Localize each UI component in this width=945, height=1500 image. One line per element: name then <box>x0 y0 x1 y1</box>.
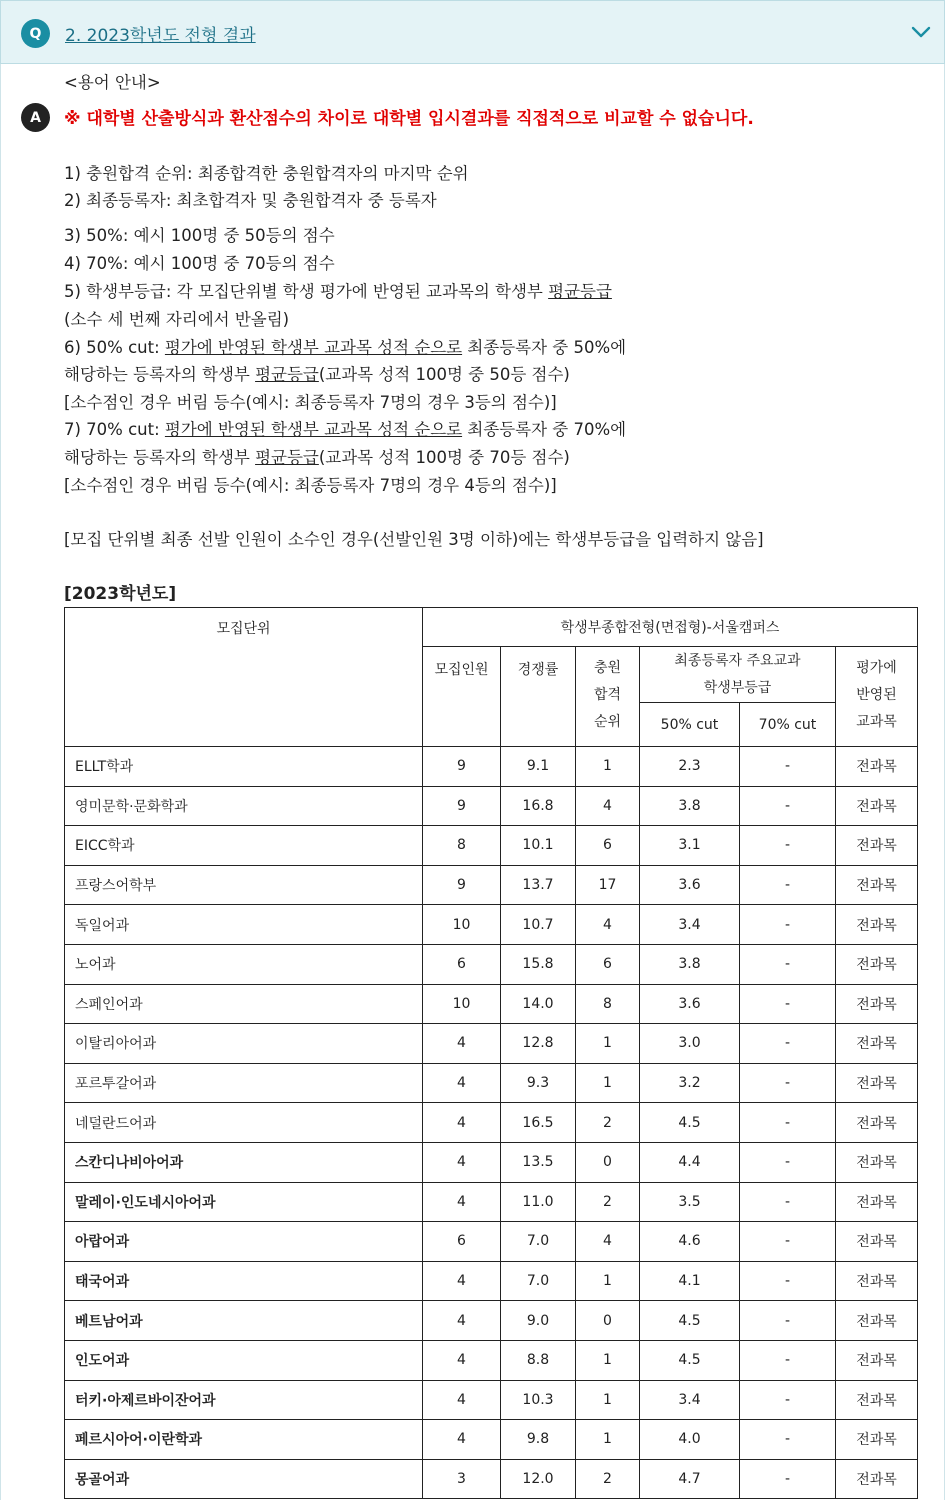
cell-quota: 6 <box>423 1222 501 1262</box>
cell-unit: 영미문학·문화학과 <box>65 786 423 826</box>
cell-subj: 전과목 <box>836 1340 918 1380</box>
cell-cut70: - <box>740 1103 836 1143</box>
header-cut50: 50% cut <box>640 703 740 747</box>
header-quota: 모집인원 <box>423 647 501 747</box>
cell-cut70: - <box>740 905 836 945</box>
cell-ratio: 7.0 <box>501 1261 576 1301</box>
cell-rank: 1 <box>576 1261 640 1301</box>
cell-cut70: - <box>740 1420 836 1460</box>
cell-rank: 6 <box>576 944 640 984</box>
term-7-line2: 해당하는 등록자의 학생부 평균등급(교과목 성적 100명 중 70등 점수) <box>64 448 570 467</box>
cell-rank: 0 <box>576 1301 640 1341</box>
cell-cut50: 3.5 <box>640 1182 740 1222</box>
cell-cut50: 3.6 <box>640 984 740 1024</box>
table-row <box>65 984 918 1024</box>
cell-cut70: - <box>740 1222 836 1262</box>
cell-subj: 전과목 <box>836 826 918 866</box>
cell-subj: 전과목 <box>836 1142 918 1182</box>
cell-subj: 전과목 <box>836 786 918 826</box>
selection-note: [모집 단위별 최종 선발 인원이 소수인 경우(선발인원 3명 이하)에는 학생부등급을 입력하지 않음] <box>64 530 764 549</box>
table-row <box>65 1459 918 1499</box>
cell-cut70: - <box>740 826 836 866</box>
question-header[interactable] <box>0 0 945 64</box>
term-4: 4) 70%: 예시 100명 중 70등의 점수 <box>64 254 335 273</box>
table-row <box>65 944 918 984</box>
cell-cut50: 3.8 <box>640 944 740 984</box>
cell-cut50: 4.6 <box>640 1222 740 1262</box>
cell-rank: 4 <box>576 786 640 826</box>
cell-ratio: 13.7 <box>501 865 576 905</box>
question-title-link[interactable]: 2. 2023학년도 전형 결과 <box>65 26 256 46</box>
cell-subj: 전과목 <box>836 1261 918 1301</box>
cell-cut50: 4.5 <box>640 1103 740 1143</box>
cell-rank: 2 <box>576 1459 640 1499</box>
cell-cut70: - <box>740 1182 836 1222</box>
cell-unit: 말레이·인도네시아어과 <box>65 1182 423 1222</box>
table-row <box>65 1380 918 1420</box>
cell-ratio: 10.1 <box>501 826 576 866</box>
cell-rank: 6 <box>576 826 640 866</box>
cell-unit: EICC학과 <box>65 826 423 866</box>
cell-cut70: - <box>740 1063 836 1103</box>
cell-subj: 전과목 <box>836 1182 918 1222</box>
guide-label: <용어 안내> <box>64 73 161 92</box>
cell-subj: 전과목 <box>836 905 918 945</box>
header-subject: 평가에 반영된 교과목 <box>836 647 918 747</box>
cell-subj: 전과목 <box>836 1301 918 1341</box>
header-unit: 모집단위 <box>65 608 423 747</box>
cell-quota: 9 <box>423 786 501 826</box>
cell-unit: 포르투갈어과 <box>65 1063 423 1103</box>
cell-rank: 2 <box>576 1103 640 1143</box>
year-heading: [2023학년도] <box>64 584 177 604</box>
cell-cut50: 4.4 <box>640 1142 740 1182</box>
cell-subj: 전과목 <box>836 944 918 984</box>
cell-cut70: - <box>740 984 836 1024</box>
header-cut70: 70% cut <box>740 703 836 747</box>
table-row <box>65 747 918 787</box>
table-row <box>65 1024 918 1064</box>
cell-rank: 1 <box>576 1420 640 1460</box>
cell-cut70: - <box>740 1459 836 1499</box>
cell-cut50: 3.6 <box>640 865 740 905</box>
cell-unit: 베트남어과 <box>65 1301 423 1341</box>
cell-cut50: 4.5 <box>640 1301 740 1341</box>
cell-ratio: 14.0 <box>501 984 576 1024</box>
term-5: 5) 학생부등급: 각 모집단위별 학생 평가에 반영된 교과목의 학생부 평균등급 <box>64 282 612 301</box>
cell-cut70: - <box>740 1261 836 1301</box>
cell-unit: 네덜란드어과 <box>65 1103 423 1143</box>
cell-quota: 3 <box>423 1459 501 1499</box>
cell-quota: 4 <box>423 1103 501 1143</box>
cell-unit: 터키·아제르바이잔어과 <box>65 1380 423 1420</box>
cell-rank: 17 <box>576 865 640 905</box>
cell-cut50: 4.5 <box>640 1340 740 1380</box>
cell-ratio: 16.8 <box>501 786 576 826</box>
cell-cut50: 4.0 <box>640 1420 740 1460</box>
cell-subj: 전과목 <box>836 1024 918 1064</box>
table-row <box>65 786 918 826</box>
cell-quota: 10 <box>423 905 501 945</box>
cell-cut70: - <box>740 1142 836 1182</box>
cell-cut50: 3.8 <box>640 786 740 826</box>
cell-quota: 4 <box>423 1261 501 1301</box>
cell-quota: 4 <box>423 1182 501 1222</box>
table-row <box>65 1142 918 1182</box>
header-track: 학생부종합전형(면접형)-서울캠퍼스 <box>423 608 918 647</box>
warning-text: ※ 대학별 산출방식과 환산점수의 차이로 대학별 입시결과를 직접적으로 비교할 수 없습니다. <box>64 109 754 129</box>
cell-cut70: - <box>740 1380 836 1420</box>
cell-rank: 1 <box>576 1024 640 1064</box>
cell-ratio: 9.0 <box>501 1301 576 1341</box>
cell-rank: 4 <box>576 905 640 945</box>
cell-cut70: - <box>740 1024 836 1064</box>
cell-unit: 페르시아어·이란학과 <box>65 1420 423 1460</box>
table-row <box>65 1103 918 1143</box>
cell-unit: 노어과 <box>65 944 423 984</box>
cell-unit: 프랑스어학부 <box>65 865 423 905</box>
cell-quota: 6 <box>423 944 501 984</box>
cell-subj: 전과목 <box>836 1222 918 1262</box>
cell-ratio: 8.8 <box>501 1340 576 1380</box>
cell-quota: 8 <box>423 826 501 866</box>
cell-cut50: 2.3 <box>640 747 740 787</box>
cell-quota: 4 <box>423 1420 501 1460</box>
table-row <box>65 1301 918 1341</box>
cell-subj: 전과목 <box>836 984 918 1024</box>
cell-subj: 전과목 <box>836 1420 918 1460</box>
header-ratio: 경쟁률 <box>501 647 576 747</box>
cell-cut70: - <box>740 865 836 905</box>
cell-ratio: 13.5 <box>501 1142 576 1182</box>
cell-quota: 4 <box>423 1024 501 1064</box>
term-6-line3: [소수점인 경우 버림 등수(예시: 최종등록자 7명의 경우 3등의 점수)] <box>64 393 557 412</box>
term-2: 2) 최종등록자: 최초합격자 및 충원합격자 중 등록자 <box>64 191 437 210</box>
cell-unit: 이탈리아어과 <box>65 1024 423 1064</box>
cell-cut50: 4.7 <box>640 1459 740 1499</box>
header-rank: 충원 합격 순위 <box>576 647 640 747</box>
cell-unit: 독일어과 <box>65 905 423 945</box>
cell-subj: 전과목 <box>836 865 918 905</box>
cell-unit: 태국어과 <box>65 1261 423 1301</box>
table-row <box>65 1261 918 1301</box>
cell-subj: 전과목 <box>836 1063 918 1103</box>
header-grade: 최종등록자 주요교과 학생부등급 <box>640 647 836 703</box>
table-row <box>65 1182 918 1222</box>
term-6-line2: 해당하는 등록자의 학생부 평균등급(교과목 성적 100명 중 50등 점수) <box>64 365 570 384</box>
cell-ratio: 9.3 <box>501 1063 576 1103</box>
cell-subj: 전과목 <box>836 1459 918 1499</box>
cell-quota: 9 <box>423 865 501 905</box>
cell-quota: 10 <box>423 984 501 1024</box>
cell-ratio: 10.7 <box>501 905 576 945</box>
cell-unit: 몽골어과 <box>65 1459 423 1499</box>
cell-unit: 아랍어과 <box>65 1222 423 1262</box>
table-row <box>65 1340 918 1380</box>
cell-cut50: 3.1 <box>640 826 740 866</box>
cell-ratio: 9.8 <box>501 1420 576 1460</box>
cell-cut70: - <box>740 747 836 787</box>
cell-quota: 9 <box>423 747 501 787</box>
cell-quota: 4 <box>423 1142 501 1182</box>
term-1: 1) 충원합격 순위: 최종합격한 충원합격자의 마지막 순위 <box>64 164 469 183</box>
cell-subj: 전과목 <box>836 747 918 787</box>
term-3: 3) 50%: 예시 100명 중 50등의 점수 <box>64 226 335 245</box>
cell-rank: 1 <box>576 747 640 787</box>
cell-ratio: 9.1 <box>501 747 576 787</box>
table-row <box>65 1222 918 1262</box>
cell-cut70: - <box>740 1340 836 1380</box>
cell-ratio: 7.0 <box>501 1222 576 1262</box>
cell-cut50: 3.0 <box>640 1024 740 1064</box>
cell-subj: 전과목 <box>836 1103 918 1143</box>
table-row <box>65 826 918 866</box>
term-7-line3: [소수점인 경우 버림 등수(예시: 최종등록자 7명의 경우 4등의 점수)] <box>64 476 557 495</box>
cell-quota: 4 <box>423 1301 501 1341</box>
a-badge: A <box>21 103 50 132</box>
cell-rank: 8 <box>576 984 640 1024</box>
cell-rank: 0 <box>576 1142 640 1182</box>
cell-unit: 인도어과 <box>65 1340 423 1380</box>
cell-subj: 전과목 <box>836 1380 918 1420</box>
table-row <box>65 905 918 945</box>
chevron-down-icon[interactable] <box>910 21 932 43</box>
cell-unit: ELLT학과 <box>65 747 423 787</box>
cell-ratio: 10.3 <box>501 1380 576 1420</box>
table-row <box>65 1420 918 1460</box>
cell-ratio: 12.0 <box>501 1459 576 1499</box>
cell-cut50: 3.4 <box>640 905 740 945</box>
table-row <box>65 1063 918 1103</box>
cell-ratio: 16.5 <box>501 1103 576 1143</box>
cell-quota: 4 <box>423 1340 501 1380</box>
cell-cut50: 3.4 <box>640 1380 740 1420</box>
term-5-note: (소수 세 번째 자리에서 반올림) <box>64 310 290 329</box>
cell-rank: 2 <box>576 1182 640 1222</box>
cell-quota: 4 <box>423 1380 501 1420</box>
cell-rank: 4 <box>576 1222 640 1262</box>
cell-ratio: 11.0 <box>501 1182 576 1222</box>
cell-ratio: 12.8 <box>501 1024 576 1064</box>
term-7: 7) 70% cut: 평가에 반영된 학생부 교과목 성적 순으로 최종등록자 중 70%에 <box>64 420 627 439</box>
table-row <box>65 865 918 905</box>
q-badge: Q <box>21 19 50 48</box>
cell-cut70: - <box>740 944 836 984</box>
cell-ratio: 15.8 <box>501 944 576 984</box>
cell-cut50: 4.1 <box>640 1261 740 1301</box>
term-6: 6) 50% cut: 평가에 반영된 학생부 교과목 성적 순으로 최종등록자 중 50%에 <box>64 338 627 357</box>
cell-unit: 스페인어과 <box>65 984 423 1024</box>
cell-rank: 1 <box>576 1380 640 1420</box>
cell-quota: 4 <box>423 1063 501 1103</box>
cell-rank: 1 <box>576 1340 640 1380</box>
cell-cut70: - <box>740 786 836 826</box>
results-table <box>64 607 918 1499</box>
cell-cut70: - <box>740 1301 836 1341</box>
cell-rank: 1 <box>576 1063 640 1103</box>
cell-cut50: 3.2 <box>640 1063 740 1103</box>
cell-unit: 스칸디나비아어과 <box>65 1142 423 1182</box>
